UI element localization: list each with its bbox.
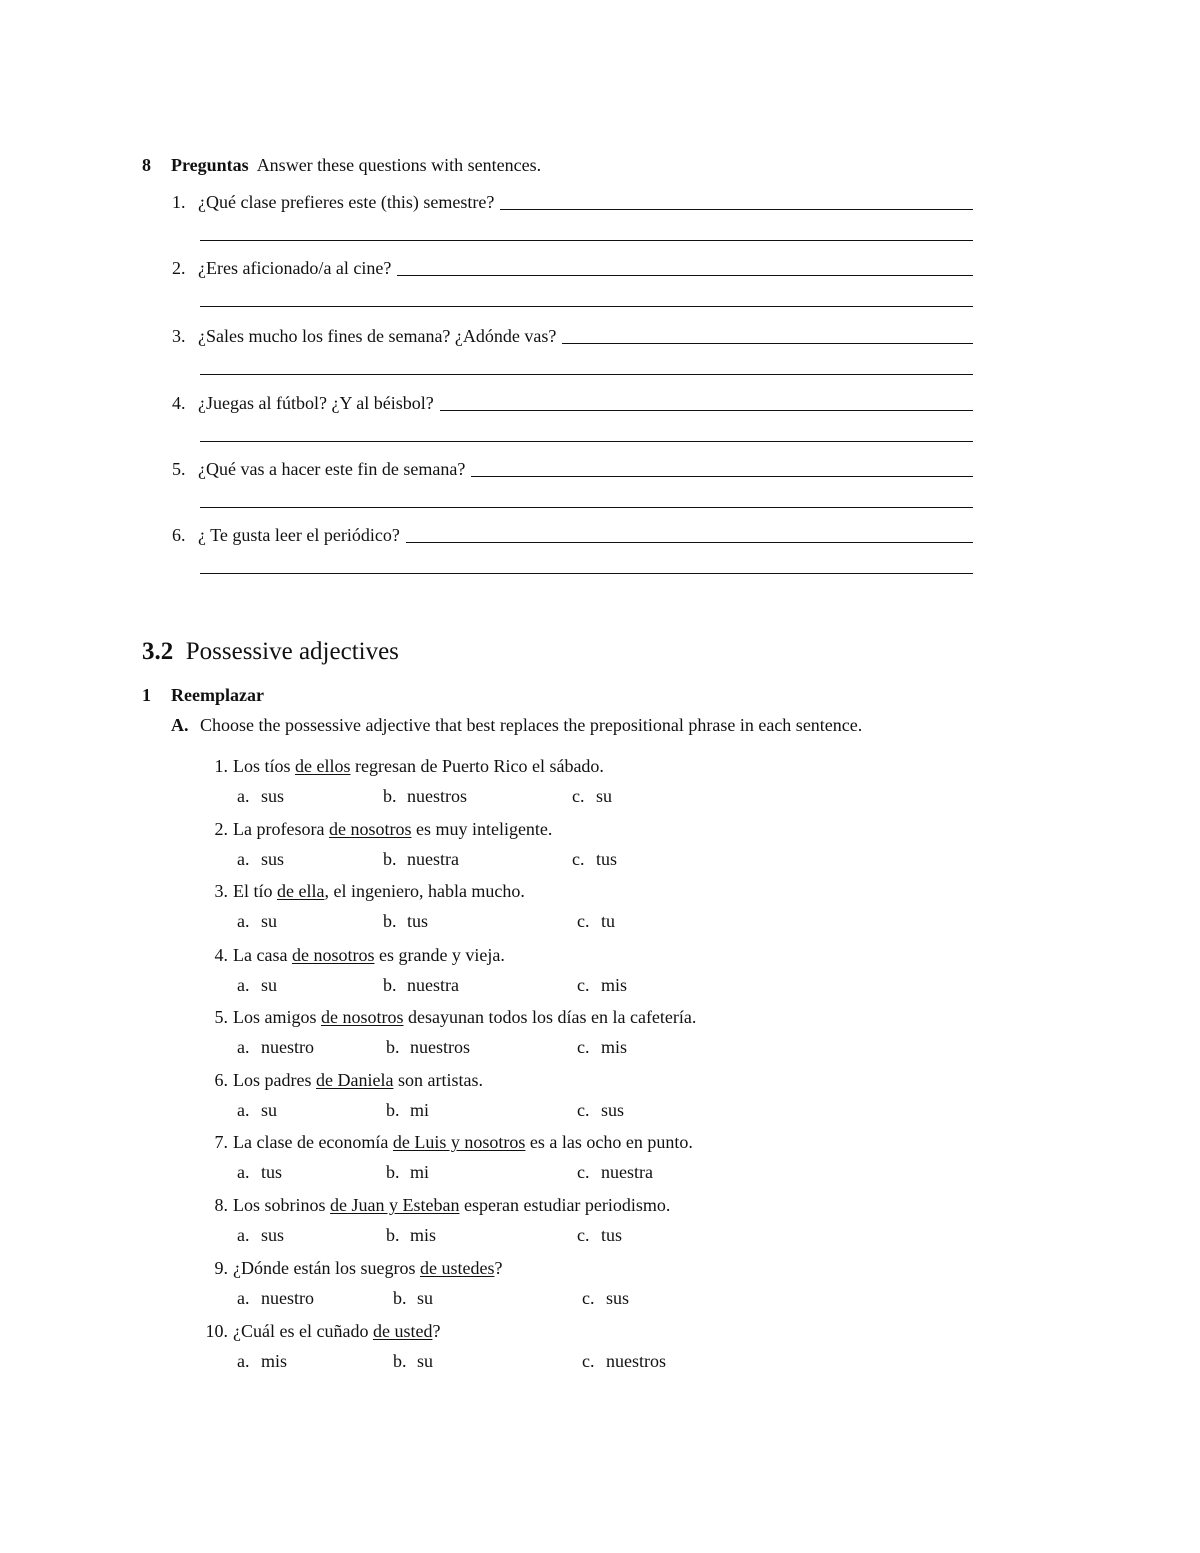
option-a-letter: a. (237, 1100, 250, 1120)
item-sentence (233, 1320, 440, 1342)
answer-line[interactable] (406, 542, 973, 543)
option-c[interactable]: tus (596, 849, 618, 869)
option-c-letter: c. (577, 1037, 590, 1057)
option-a-letter: a. (237, 1225, 250, 1245)
sentence-text: La profesora (233, 819, 329, 839)
option-c-letter: c. (577, 1225, 590, 1245)
prepositional-phrase: de nosotros (291, 945, 375, 965)
question-text: ¿Sales mucho los fines de semana? ¿Adónde vas? (198, 326, 557, 346)
prepositional-phrase: de ella (277, 881, 325, 901)
item-sentence (233, 944, 505, 966)
answer-line[interactable] (440, 410, 973, 411)
option-b[interactable]: su (417, 1351, 434, 1371)
option-b[interactable]: mi (410, 1100, 430, 1120)
item-sentence (233, 1257, 502, 1279)
option-a[interactable]: nuestro (261, 1037, 314, 1057)
answer-line[interactable] (200, 374, 973, 375)
prepositional-phrase: de Juan y Esteban (330, 1195, 460, 1215)
option-b[interactable]: nuestra (407, 849, 459, 869)
sentence-text: ¿Dónde están los suegros (233, 1258, 420, 1278)
option-b[interactable]: nuestra (407, 975, 459, 995)
sentence-text: esperan estudiar periodismo. (459, 1195, 671, 1215)
option-b-letter: b. (383, 849, 397, 869)
sentence-text: La casa (233, 945, 292, 965)
option-c[interactable]: tus (601, 1225, 623, 1245)
answer-line[interactable] (200, 306, 973, 307)
question-number: 5. (172, 459, 186, 479)
item-sentence (233, 1006, 696, 1028)
sentence-text: desayunan todos los días en la cafetería. (403, 1007, 697, 1027)
item-sentence (233, 818, 552, 840)
option-a-letter: a. (237, 1351, 250, 1371)
sentence-text: , el ingeniero, habla mucho. (324, 881, 525, 901)
sentence-text: Los sobrinos (233, 1195, 331, 1215)
option-b-letter: b. (383, 786, 397, 806)
answer-line[interactable] (562, 343, 973, 344)
question-text: ¿Eres aficionado/a al cine? (198, 258, 392, 278)
question-number: 4. (172, 393, 186, 413)
item-number: 6. (214, 1070, 228, 1090)
section-8-number: 8 (142, 155, 151, 175)
option-a[interactable]: nuestro (261, 1288, 314, 1308)
option-b[interactable]: nuestros (407, 786, 467, 806)
sentence-text: Los padres (233, 1070, 316, 1090)
item-sentence (233, 1069, 483, 1091)
sentence-text: es grande y vieja. (374, 945, 505, 965)
question-text: ¿Juegas al fútbol? ¿Y al béisbol? (198, 393, 434, 413)
option-a[interactable]: su (261, 911, 278, 931)
sentence-text: es muy inteligente. (411, 819, 553, 839)
option-c-letter: c. (577, 911, 590, 931)
option-a[interactable]: sus (261, 849, 285, 869)
sentence-text: ? (494, 1258, 503, 1278)
option-a-letter: a. (237, 975, 250, 995)
option-a[interactable]: sus (261, 1225, 285, 1245)
item-sentence (233, 1194, 670, 1216)
question-number: 6. (172, 525, 186, 545)
option-c[interactable]: tu (601, 911, 616, 931)
prepositional-phrase: de Daniela (315, 1070, 394, 1090)
exercise-number: 1 (142, 685, 151, 705)
option-c[interactable]: mis (601, 1037, 628, 1057)
option-c-letter: c. (572, 849, 585, 869)
sentence-text: La clase de economía (233, 1132, 393, 1152)
answer-line[interactable] (471, 476, 973, 477)
option-b-letter: b. (386, 1037, 400, 1057)
prepositional-phrase: de ustedes (419, 1258, 495, 1278)
option-b[interactable]: mis (410, 1225, 437, 1245)
option-c-letter: c. (577, 1100, 590, 1120)
option-a[interactable]: mis (261, 1351, 288, 1371)
option-c[interactable]: nuestra (601, 1162, 653, 1182)
sentence-text: Los tíos (233, 756, 296, 776)
item-number: 8. (214, 1195, 228, 1215)
section-32-title: Possessive adjectives (185, 638, 399, 665)
option-a[interactable]: su (261, 975, 278, 995)
option-c[interactable]: su (596, 786, 613, 806)
option-b-letter: b. (393, 1351, 407, 1371)
option-c-letter: c. (582, 1288, 595, 1308)
question-number: 2. (172, 258, 186, 278)
answer-line[interactable] (397, 275, 973, 276)
item-number: 1. (214, 756, 228, 776)
option-a-letter: a. (237, 1162, 250, 1182)
section-32-number: 3.2 (142, 638, 174, 665)
sentence-text: ¿Cuál es el cuñado (233, 1321, 373, 1341)
option-b-letter: b. (383, 911, 397, 931)
option-b[interactable]: mi (410, 1162, 430, 1182)
section-8-header (171, 154, 541, 176)
prepositional-phrase: de Luis y nosotros (392, 1132, 526, 1152)
section-8-title: Preguntas (171, 155, 249, 175)
sentence-text: son artistas. (393, 1070, 483, 1090)
option-a[interactable]: sus (261, 786, 285, 806)
sentence-text: es a las ocho en punto. (525, 1132, 693, 1152)
sentence-text: Los amigos (233, 1007, 321, 1027)
option-b[interactable]: nuestros (410, 1037, 470, 1057)
option-a-letter: a. (237, 1037, 250, 1057)
prepositional-phrase: de nosotros (328, 819, 412, 839)
prepositional-phrase: de usted (372, 1321, 433, 1341)
option-b-letter: b. (386, 1225, 400, 1245)
option-c[interactable]: sus (601, 1100, 625, 1120)
option-b[interactable]: su (417, 1288, 434, 1308)
option-a[interactable]: tus (261, 1162, 283, 1182)
answer-line[interactable] (200, 573, 973, 574)
item-sentence (233, 880, 525, 902)
item-number: 2. (214, 819, 228, 839)
item-number: 3. (214, 881, 228, 901)
option-c[interactable]: mis (601, 975, 628, 995)
question-text: ¿Qué vas a hacer este fin de semana? (198, 459, 466, 479)
option-b-letter: b. (383, 975, 397, 995)
item-number: 5. (214, 1007, 228, 1027)
item-sentence (233, 1131, 693, 1153)
option-c-letter: c. (577, 1162, 590, 1182)
sentence-text: El tío (233, 881, 277, 901)
question-number: 3. (172, 326, 186, 346)
section-8-instruction: Answer these questions with sentences. (256, 155, 542, 175)
option-a-letter: a. (237, 911, 250, 931)
section-32-heading (142, 637, 399, 667)
item-number: 7. (214, 1132, 228, 1152)
part-instruction: Choose the possessive adjective that best replaces the prepositional phrase in each sentence. (200, 715, 863, 735)
question-text: ¿Qué clase prefieres este (this) semestre? (198, 192, 495, 212)
question-text: ¿ Te gusta leer el periódico? (198, 525, 400, 545)
option-b[interactable]: tus (407, 911, 429, 931)
item-number: 10. (205, 1321, 228, 1341)
exercise-title: Reemplazar (171, 685, 264, 705)
item-number: 4. (214, 945, 228, 965)
option-b-letter: b. (386, 1162, 400, 1182)
prepositional-phrase: de ellos (295, 756, 351, 776)
option-b-letter: b. (386, 1100, 400, 1120)
option-b-letter: b. (393, 1288, 407, 1308)
option-a-letter: a. (237, 1288, 250, 1308)
question-number: 1. (172, 192, 186, 212)
answer-line[interactable] (200, 507, 973, 508)
sentence-text: regresan de Puerto Rico el sábado. (350, 756, 604, 776)
option-c[interactable]: sus (606, 1288, 630, 1308)
option-a-letter: a. (237, 849, 250, 869)
option-a-letter: a. (237, 786, 250, 806)
answer-line[interactable] (200, 441, 973, 442)
item-number: 9. (214, 1258, 228, 1278)
sentence-text: ? (432, 1321, 441, 1341)
answer-line[interactable] (500, 209, 973, 210)
part-label: A. (171, 715, 189, 735)
option-c-letter: c. (572, 786, 585, 806)
option-c[interactable]: nuestros (606, 1351, 666, 1371)
option-c-letter: c. (577, 975, 590, 995)
prepositional-phrase: de nosotros (321, 1007, 404, 1027)
option-c-letter: c. (582, 1351, 595, 1371)
option-a[interactable]: su (261, 1100, 278, 1120)
item-sentence (233, 755, 604, 777)
answer-line[interactable] (200, 240, 973, 241)
